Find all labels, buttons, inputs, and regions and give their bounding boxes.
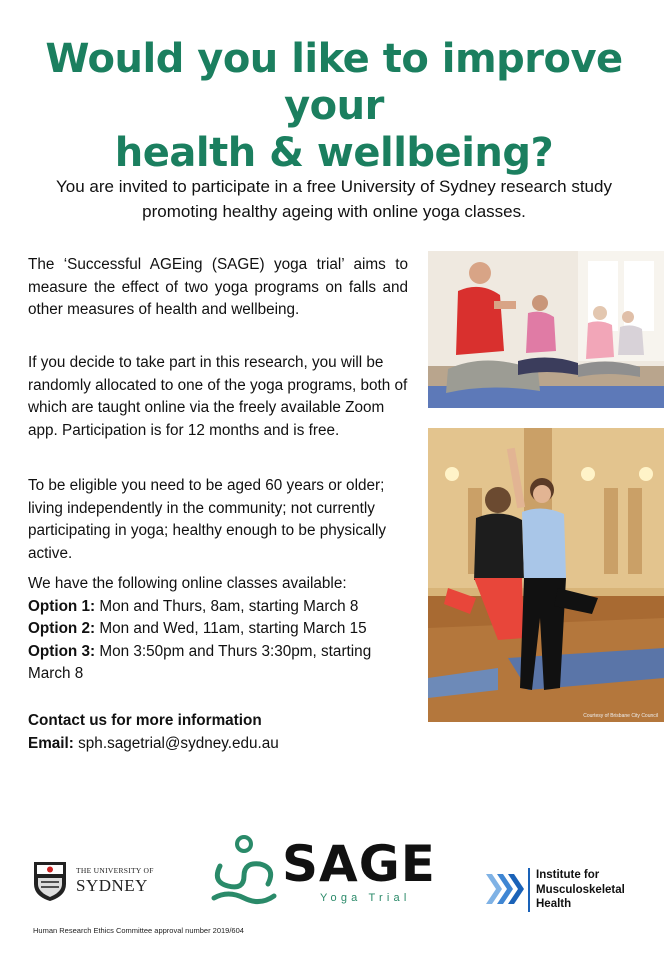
sage-tagline: Yoga Trial [320, 892, 411, 904]
page-title [0, 36, 668, 177]
title-line-1: Would you like to improve your [45, 36, 623, 129]
logo-university-of: THE UNIVERSITY OF [76, 866, 154, 875]
university-of-sydney-logo [32, 860, 162, 906]
options-heading: We have the following online classes available: [28, 575, 347, 592]
intro-paragraph: The ‘Successful AGEing (SAGE) yoga trial’ aims to measure the effect of two yoga programs on falls and other measures of health and wellbeing. [28, 256, 408, 318]
logo-divider [528, 868, 530, 912]
invite-line-2: promoting healthy ageing with online yoga classes. [142, 202, 526, 221]
option-2 [28, 618, 408, 641]
option-2-text: Mon and Wed, 11am, starting March 15 [95, 620, 367, 637]
imh-logo [486, 868, 656, 912]
option-3-label: Option 3: [28, 642, 96, 660]
ethics-approval-note: Human Research Ethics Committee approval number 2019/604 [33, 926, 244, 935]
eligibility-paragraph: To be eligible you need to be aged 60 years or older; living independently in the community; not currently participating in yoga; healthy enough to be physically active. [28, 477, 387, 562]
option-3-text: Mon 3:50pm and Thurs 3:30pm, starting [95, 642, 372, 660]
sage-wordmark: SAGE [282, 835, 436, 893]
invite-text [20, 174, 648, 224]
imh-line-2: Musculoskeletal [536, 883, 625, 896]
sage-logo [208, 832, 448, 912]
imh-text [536, 868, 625, 912]
contact-block [28, 710, 408, 755]
tree-pose-photo [428, 428, 664, 722]
option-3 [28, 641, 408, 664]
imh-line-3: Health [536, 898, 572, 910]
email-label: Email: [28, 734, 74, 752]
invite-line-1: You are invited to participate in a free University of Sydney research study [56, 177, 612, 196]
yoga-class-photo [428, 251, 664, 408]
title-line-2: health & wellbeing? [114, 130, 554, 176]
photo-credit: Courtesy of Brisbane City Council [583, 713, 658, 719]
logo-sydney: SYDNEY [76, 876, 148, 895]
option-1-text: Mon and Thurs, 8am, starting March 8 [95, 597, 359, 615]
yoga-figure-icon [208, 832, 280, 912]
class-options [28, 573, 408, 686]
allocation-paragraph: If you decide to take part in this research, you will be randomly allocated to one of the yoga programs, both of which are taught online via the freely available Zoom app. Participation is for 12 months and is free. [28, 354, 408, 439]
option-2-label: Option 2: [28, 620, 96, 637]
chevrons-icon [486, 872, 524, 906]
contact-email-row [28, 733, 408, 756]
crest-icon [32, 860, 68, 902]
option-1-label: Option 1: [28, 597, 96, 615]
contact-heading: Contact us for more information [28, 712, 262, 729]
option-1 [28, 596, 408, 619]
option-3-continuation: March 8 [28, 665, 84, 682]
imh-line-1: Institute for [536, 869, 600, 881]
email-link[interactable]: sph.sagetrial@sydney.edu.au [73, 734, 279, 752]
